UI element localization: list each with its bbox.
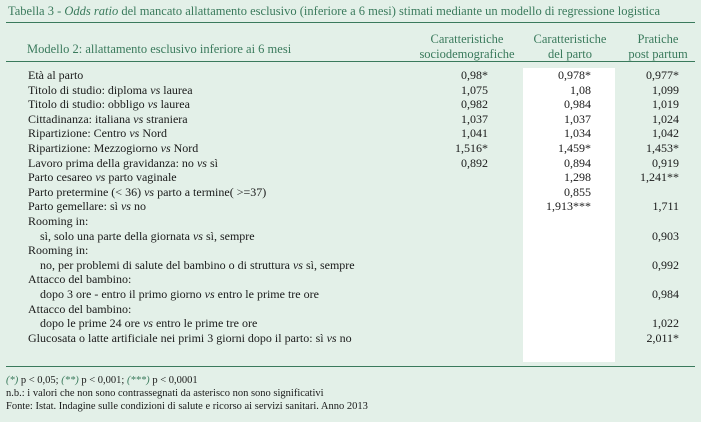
row-label-a: Parto cesareo xyxy=(28,170,96,185)
table-row xyxy=(0,68,701,83)
sig-mark-1: (*) xyxy=(6,375,19,386)
row-label-a: Titolo di studio: diploma xyxy=(28,82,151,97)
row-label-a: dopo 3 ore - entro il primo giorno xyxy=(40,286,205,301)
row-label-c: laurea xyxy=(157,97,190,112)
table-row xyxy=(0,156,701,171)
row-label-vs: vs xyxy=(129,126,140,141)
top-rule xyxy=(6,22,695,23)
row-label-c: Nord xyxy=(139,126,167,141)
header-col1 xyxy=(412,32,522,62)
cell-v2: 1,913*** xyxy=(546,199,591,214)
row-label-vs: vs xyxy=(192,228,203,243)
row-label-vs: vs xyxy=(204,286,215,301)
row-label xyxy=(28,156,218,171)
row-label xyxy=(40,316,257,331)
header-col2-line2: del parto xyxy=(547,47,593,61)
row-label-a: Glucosata o latte artificiale nei primi 3 giorni dopo il parto: sì xyxy=(28,330,327,345)
row-label-a: Attacco del bambino: xyxy=(28,272,132,287)
cell-v1: 1,075 xyxy=(461,82,488,97)
row-label-c: no xyxy=(336,330,352,345)
row-label-vs: vs xyxy=(147,97,158,112)
row-label xyxy=(40,229,255,244)
cell-v3: 1,022 xyxy=(652,316,679,331)
sig-text-3: p < 0,0001 xyxy=(149,375,198,386)
cell-v3: 1,099 xyxy=(652,82,679,97)
cell-v3: 1,241** xyxy=(640,170,679,185)
significance-note xyxy=(6,374,368,387)
table-notes xyxy=(6,374,368,413)
row-label-c: entro le prime tre ore xyxy=(214,286,319,301)
table-row xyxy=(0,302,701,317)
cell-v3: 0,992 xyxy=(652,257,679,272)
title-separator: - xyxy=(53,4,65,18)
cell-v2: 0,978* xyxy=(558,68,591,82)
row-label xyxy=(28,302,131,317)
table-title xyxy=(8,3,698,19)
sig-mark-2: (**) xyxy=(61,375,79,386)
row-label-a: Ripartizione: Centro xyxy=(28,126,130,141)
table-row xyxy=(0,272,701,287)
cell-v3: 1,453* xyxy=(646,140,679,155)
header-rule xyxy=(6,61,695,62)
row-label-vs: vs xyxy=(292,257,303,272)
row-label-c: no xyxy=(130,199,146,214)
cell-v3: 1,711 xyxy=(652,199,679,214)
header-model: Modello 2: allattamento esclusivo inferiore ai 6 mesi xyxy=(27,42,292,56)
row-label-a: Età al parto xyxy=(28,68,84,82)
cell-v3: 0,984 xyxy=(652,286,679,301)
row-label-a: Parto gemellare: sì xyxy=(28,199,121,214)
cell-v1: 1,041 xyxy=(461,126,488,141)
row-label-c: straniera xyxy=(143,111,188,126)
row-label-vs: vs xyxy=(326,330,337,345)
title-text: del mancato allattamento esclusivo (inferiore a 6 mesi) stimati mediante un modello di regressione logistica xyxy=(118,4,661,18)
row-label-vs: vs xyxy=(150,82,161,97)
row-label-a: Parto pretermine (< 36) xyxy=(28,184,145,199)
row-label xyxy=(28,243,88,258)
row-label-a: Cittadinanza: italiana xyxy=(28,111,134,126)
row-label-vs: vs xyxy=(196,155,207,170)
table-row xyxy=(0,229,701,244)
sig-mark-3: (***) xyxy=(126,375,150,386)
table-row xyxy=(0,126,701,141)
cell-v2: 1,037 xyxy=(564,111,591,126)
table-row xyxy=(0,316,701,331)
nb-note: n.b.: i valori che non sono contrassegnati da asterisco non sono significativi xyxy=(6,388,324,399)
header-col1-line2: sociodemografiche xyxy=(419,47,515,61)
row-label-c: sì, sempre xyxy=(302,257,355,272)
row-label xyxy=(28,214,88,229)
header-col2 xyxy=(530,32,610,62)
cell-v2: 0,894 xyxy=(564,155,591,170)
table-row xyxy=(0,243,701,258)
cell-v2: 1,459* xyxy=(558,140,591,155)
sig-text-2: p < 0,001; xyxy=(78,375,127,386)
row-label xyxy=(28,331,352,346)
cell-v2: 1,08 xyxy=(570,82,591,97)
header-col1-line1: Caratteristiche xyxy=(430,32,504,46)
title-emphasis: Odds ratio xyxy=(64,4,119,18)
row-label-vs: vs xyxy=(144,184,155,199)
table-row xyxy=(0,331,701,346)
row-label-a: Rooming in: xyxy=(28,243,89,258)
row-label-a: Titolo di studio: obbligo xyxy=(28,97,148,112)
cell-v2: 1,298 xyxy=(564,170,591,185)
cell-v2: 0,855 xyxy=(564,184,591,199)
table-number: Tabella 3 xyxy=(8,4,54,18)
row-label-vs: vs xyxy=(95,170,106,185)
cell-v2: 0,984 xyxy=(564,97,591,112)
row-label-c: entro le prime tre ore xyxy=(152,316,258,331)
row-label-a: Ripartizione: Mezzogiorno xyxy=(28,140,161,155)
row-label-c: sì xyxy=(206,155,218,170)
row-label-a: sì, solo una parte della giornata xyxy=(40,228,193,243)
header-col2-line1: Caratteristiche xyxy=(533,32,607,46)
table-row xyxy=(0,112,701,127)
table-row xyxy=(0,170,701,185)
cell-v1: 0,98* xyxy=(461,68,488,82)
row-label xyxy=(28,272,131,287)
table-row xyxy=(0,185,701,200)
row-label-c: Nord xyxy=(170,140,199,155)
row-label-vs: vs xyxy=(133,111,144,126)
cell-v3: 0,903 xyxy=(652,228,679,243)
table-row xyxy=(0,199,701,214)
table-row xyxy=(0,141,701,156)
bottom-rule xyxy=(6,366,695,367)
row-label-vs: vs xyxy=(142,316,153,331)
row-label xyxy=(40,287,319,302)
row-label-vs: vs xyxy=(160,140,171,155)
row-label-c: parto a termine( >=37) xyxy=(154,184,267,199)
row-label xyxy=(28,185,266,200)
cell-v2: 1,034 xyxy=(564,126,591,141)
row-label-c: laurea xyxy=(160,82,193,97)
cell-v1: 1,516* xyxy=(455,140,488,155)
row-label xyxy=(28,170,177,185)
cell-v3: 0,919 xyxy=(652,155,679,170)
source-note: Fonte: Istat. Indagine sulle condizioni di salute e ricorso ai servizi sanitari. Anno 2013 xyxy=(6,401,368,412)
cell-v3: 1,024 xyxy=(652,111,679,126)
row-label xyxy=(28,126,167,141)
row-label xyxy=(28,83,193,98)
row-label-a: no, per problemi di salute del bambino o di struttura xyxy=(40,257,293,272)
table-body xyxy=(0,68,701,345)
row-label xyxy=(28,68,83,83)
row-label-vs: vs xyxy=(120,199,131,214)
cell-v1: 0,892 xyxy=(461,155,488,170)
row-label-a: dopo le prime 24 ore xyxy=(40,316,143,331)
row-label xyxy=(40,258,355,273)
header-col3 xyxy=(622,32,694,62)
row-label-a: Rooming in: xyxy=(28,213,89,228)
cell-v3: 1,042 xyxy=(652,126,679,141)
table-row xyxy=(0,83,701,98)
row-label xyxy=(28,112,188,127)
row-label-c: sì, sempre xyxy=(202,228,255,243)
sig-text-1: p < 0,05; xyxy=(18,375,62,386)
row-label-c: parto vaginale xyxy=(105,170,177,185)
table-row xyxy=(0,97,701,112)
cell-v1: 0,982 xyxy=(461,97,488,112)
cell-v1: 1,037 xyxy=(461,111,488,126)
table-row xyxy=(0,214,701,229)
row-label xyxy=(28,141,198,156)
table-row xyxy=(0,287,701,302)
header-col3-line1: Pratiche xyxy=(637,32,679,46)
header-col3-line2: post partum xyxy=(628,47,688,61)
row-label xyxy=(28,199,146,214)
row-label-a: Lavoro prima della gravidanza: no xyxy=(28,155,197,170)
cell-v3: 2,011* xyxy=(646,330,679,345)
row-label-a: Attacco del bambino: xyxy=(28,301,132,316)
table-row xyxy=(0,258,701,273)
cell-v3: 1,019 xyxy=(652,97,679,112)
row-label xyxy=(28,97,190,112)
cell-v3: 0,977* xyxy=(646,68,679,82)
